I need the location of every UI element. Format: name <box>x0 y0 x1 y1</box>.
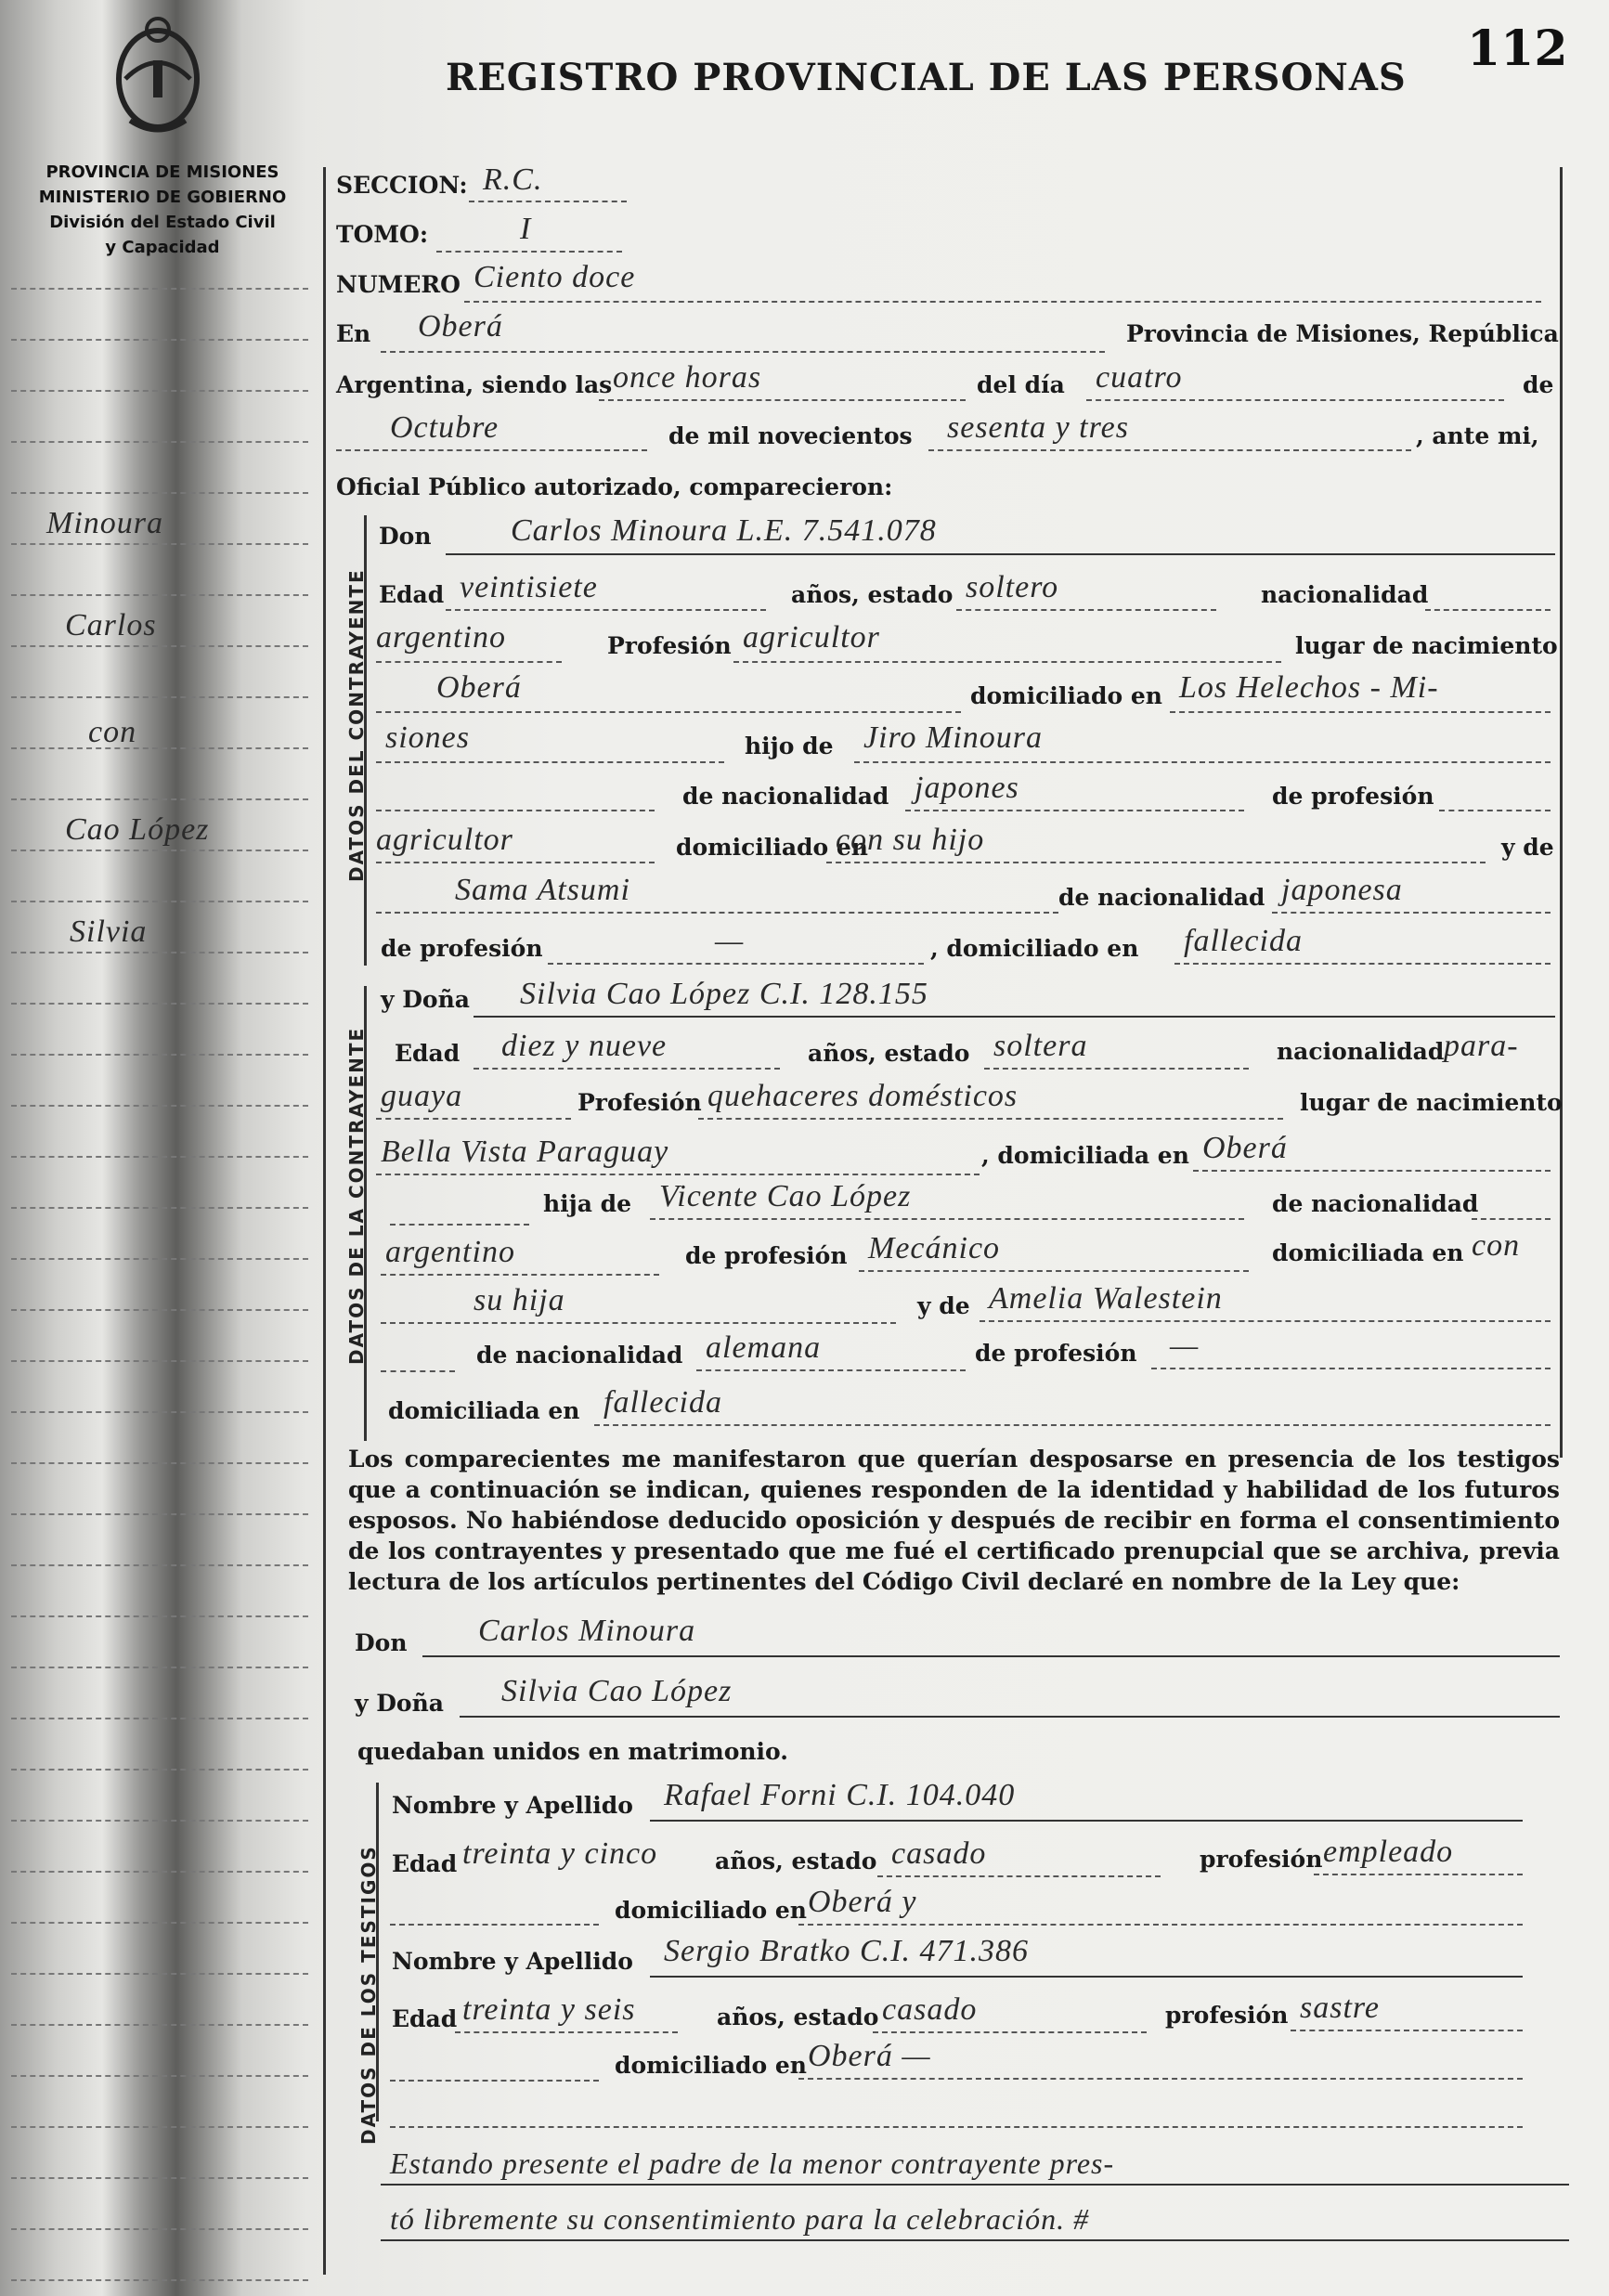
issuing-authority <box>19 160 306 260</box>
nacionalidad-value-cont: guaya <box>381 1079 463 1113</box>
estado-value: soltera <box>993 1029 1088 1063</box>
y-de-label: y de <box>917 1292 970 1319</box>
t2-profesion-label: profesión <box>1165 2002 1289 2029</box>
t2-edad: treinta y seis <box>462 1992 636 2027</box>
de-profesion-label: de profesión <box>685 1242 848 1269</box>
de-profesion-label: de profesión <box>1272 783 1434 810</box>
argentina-label: Argentina, siendo las <box>336 371 613 398</box>
contrayente-f-name: Silvia Cao López C.I. 128.155 <box>520 977 928 1011</box>
unidos-text: quedaban unidos en matrimonio. <box>357 1738 788 1765</box>
en-value: Oberá <box>418 309 503 344</box>
t2-edad-label: Edad <box>392 2005 458 2032</box>
profesion-label: Profesión <box>607 632 732 659</box>
domicilio-value-cont: siones <box>385 720 470 755</box>
profesion-value: agricultor <box>743 620 880 655</box>
tomo-value: I <box>520 212 532 246</box>
hijo-label: hijo de <box>745 733 834 759</box>
t1-profesion-label: profesión <box>1200 1846 1323 1873</box>
padre-nacionalidad: japones <box>915 771 1019 805</box>
madre-profesion: — <box>715 924 745 958</box>
madre-domicilio: fallecida <box>1184 924 1303 958</box>
madre-value: Amelia Walestein <box>989 1281 1223 1316</box>
madre-profesion: — <box>1170 1329 1200 1363</box>
dia-value: cuatro <box>1096 360 1183 395</box>
lugar-label: lugar de nacimiento <box>1300 1089 1563 1116</box>
t2-anios-estado-label: años, estado <box>717 2004 879 2030</box>
dona-label: y Doña <box>381 986 470 1013</box>
padre-domicilio-label: domiciliada en <box>1272 1239 1464 1266</box>
domiciliada-label: , domiciliada en <box>981 1142 1189 1169</box>
contrayente-f-section-label: DATOS DE LA CONTRAYENTE <box>345 1026 368 1365</box>
decl-don-label: Don <box>355 1629 408 1656</box>
page-title: REGISTRO PROVINCIAL DE LAS PERSONAS <box>446 56 1407 99</box>
madre-domicilio-label: domiciliada en <box>388 1397 580 1424</box>
t1-edad-label: Edad <box>392 1850 458 1877</box>
nota-line-1: Estando presente el padre de la menor contrayente pres- <box>390 2147 1115 2180</box>
org-line: División del Estado Civil <box>49 213 276 232</box>
provincia-text: Provincia de Misiones, República <box>1126 320 1559 347</box>
t1-estado: casado <box>891 1836 987 1871</box>
madre-value: Sama Atsumi <box>455 873 630 907</box>
en-label: En <box>336 320 371 347</box>
margin-note: con <box>88 715 137 749</box>
madre-nacionalidad-label: de nacionalidad <box>476 1342 683 1369</box>
padre-value: Jiro Minoura <box>863 720 1044 755</box>
t1-profesion: empleado <box>1323 1835 1454 1869</box>
padre-domicilio: con su hijo <box>836 823 985 857</box>
domiciliado-label: domiciliado en <box>970 682 1162 709</box>
de-nacionalidad-label: de nacionalidad <box>682 783 889 810</box>
madre-nacionalidad: alemana <box>706 1330 822 1365</box>
t2-estado: casado <box>882 1992 978 2027</box>
del-dia-label: del día <box>977 371 1065 398</box>
decl-don-value: Carlos Minoura <box>478 1614 696 1648</box>
decl-dona-value: Silvia Cao López <box>501 1674 733 1708</box>
mes-value: Octubre <box>390 410 500 445</box>
t2-nombre-label: Nombre y Apellido <box>392 1948 633 1975</box>
padre-domicilio-cont: su hija <box>474 1283 565 1317</box>
nota-line-2: tó libremente su consentimiento para la celebración. # <box>390 2202 1090 2236</box>
contrayente-name: Carlos Minoura L.E. 7.541.078 <box>511 513 937 548</box>
lugar-value: Bella Vista Paraguay <box>381 1135 669 1169</box>
margin-note: Minoura <box>46 506 163 540</box>
org-line: MINISTERIO DE GOBIERNO <box>38 188 287 207</box>
madre-nacionalidad: japonesa <box>1281 873 1403 907</box>
madre-nacionalidad-label: de nacionalidad <box>1058 884 1265 911</box>
mil-label: de mil novecientos <box>668 422 913 449</box>
t2-nombre: Sergio Bratko C.I. 471.386 <box>664 1934 1030 1968</box>
seccion-value: R.C. <box>483 162 543 197</box>
edad-value: diez y nueve <box>501 1029 668 1063</box>
lugar-value: Oberá <box>436 670 522 705</box>
nacionalidad-value: para- <box>1444 1029 1519 1063</box>
t1-domiciliado-label: domiciliado en <box>615 1897 807 1924</box>
profesion-value: quehaceres domésticos <box>707 1079 1019 1113</box>
hora-value: once horas <box>613 360 762 395</box>
t2-profesion: sastre <box>1300 1991 1380 2025</box>
oficial-text: Oficial Público autorizado, comparecieron: <box>336 473 893 500</box>
padre-nacionalidad: argentino <box>385 1235 515 1269</box>
padre-domicilio-label: domiciliado en <box>676 834 868 861</box>
margin-note: Silvia <box>70 915 148 949</box>
padre-domicilio: con <box>1472 1228 1521 1263</box>
nacionalidad-value: argentino <box>376 620 506 655</box>
numero-value: Ciento doce <box>474 260 636 294</box>
edad-value: veintisiete <box>460 570 598 604</box>
t2-domiciliado-label: domiciliado en <box>615 2052 807 2079</box>
padre-profesion: Mecánico <box>868 1231 1001 1265</box>
nacionalidad-label: nacionalidad <box>1261 581 1429 608</box>
margin-note: Cao López <box>65 812 210 847</box>
declaration-text: Los comparecientes me manifestaron que querían desposarse en presencia de los testigos que a continuación se indican, quienes responden de la identidad y habilidad de los futuros esposos. No habiéndose deducido oposición y después de recibir en forma el consentimiento de los contrayentes y presentado que me fué el certificado prenupcial que se archiva, previa lectura de los artículos pertinentes del Código Civil declaré en nombre de la Ley que: <box>348 1446 1560 1595</box>
madre-profesion-label: de profesión <box>381 935 543 962</box>
org-line: y Capacidad <box>105 238 220 257</box>
anios-estado-label: años, estado <box>808 1040 970 1067</box>
frame-left-border <box>323 167 326 2275</box>
padre-value: Vicente Cao López <box>659 1179 912 1213</box>
don-label: Don <box>379 523 432 550</box>
edad-label: Edad <box>379 581 445 608</box>
madre-domicilio-label: , domiciliado en <box>930 935 1139 962</box>
anios-estado-label: años, estado <box>791 581 954 608</box>
contrayente-section-label: DATOS DEL CONTRAYENTE <box>345 568 368 882</box>
margin-note: Carlos <box>65 608 157 642</box>
domicilio-value: Los Helechos - Mi- <box>1179 670 1439 705</box>
frame-right-border <box>1560 167 1563 1458</box>
de-label: de <box>1523 371 1554 398</box>
estado-value: soltero <box>966 570 1059 604</box>
coat-of-arms-icon <box>107 9 209 139</box>
nacionalidad-label: nacionalidad <box>1277 1038 1445 1065</box>
t1-domicilio: Oberá y <box>808 1885 917 1919</box>
decl-dona-label: y Doña <box>355 1690 444 1717</box>
t1-edad: treinta y cinco <box>462 1836 658 1871</box>
ante-mi: , ante mi, <box>1416 422 1539 449</box>
t1-anios-estado-label: años, estado <box>715 1848 877 1874</box>
anio-value: sesenta y tres <box>947 410 1129 445</box>
testigos-section-label: DATOS DE LOS TESTIGOS <box>357 1845 380 2145</box>
t2-domicilio: Oberá — <box>808 2039 931 2073</box>
org-line: PROVINCIA DE MISIONES <box>45 162 279 182</box>
edad-label: Edad <box>395 1040 461 1067</box>
t1-nombre: Rafael Forni C.I. 104.040 <box>664 1778 1016 1812</box>
seccion-label: SECCION: <box>336 172 468 199</box>
de-nacionalidad-label: de nacionalidad <box>1272 1190 1479 1217</box>
madre-profesion-label: de profesión <box>975 1340 1137 1367</box>
hija-label: hija de <box>543 1190 632 1217</box>
t1-nombre-label: Nombre y Apellido <box>392 1792 633 1819</box>
lugar-label: lugar de nacimiento <box>1295 632 1558 659</box>
domicilio-value: Oberá <box>1202 1131 1288 1165</box>
y-de-label: y de <box>1501 834 1554 861</box>
tomo-label: TOMO: <box>336 221 429 248</box>
madre-domicilio: fallecida <box>603 1385 722 1420</box>
profesion-label: Profesión <box>577 1089 702 1116</box>
page-number: 112 <box>1467 20 1568 77</box>
numero-label: NUMERO <box>336 271 461 298</box>
padre-profesion: agricultor <box>376 823 513 857</box>
